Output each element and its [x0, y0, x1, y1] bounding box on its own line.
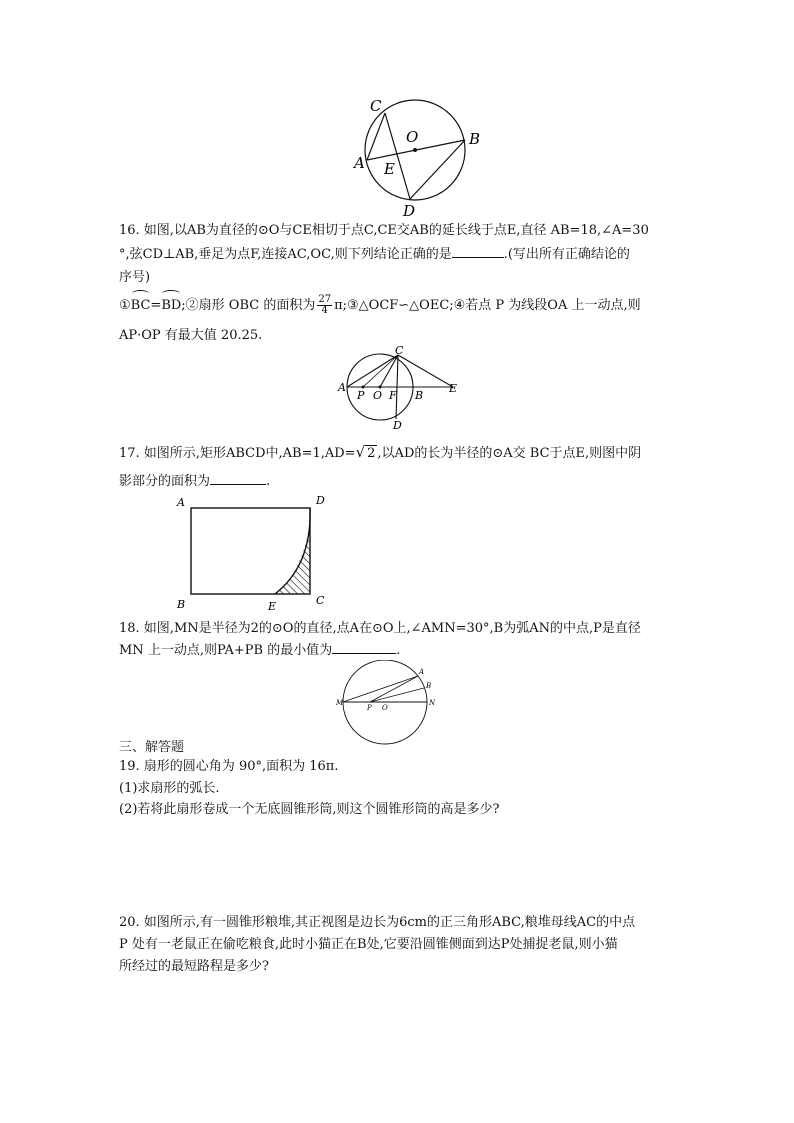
label-D: D: [393, 419, 402, 430]
label-C: C: [316, 594, 325, 607]
label-P: P: [367, 704, 372, 712]
q20-line1: 20. 如图所示,有一圆锥形粮堆,其正视图是边长为6cm的正三角形ABC,粮堆母线AC的中点: [119, 915, 636, 930]
q20-line2: P 处有一老鼠正在偷吃粮食,此时小猫正在B处,它要沿圆锥侧面到达P处捕捉老鼠,则小猫: [119, 937, 618, 952]
q16-options: ①BC=BD;②扇形 OBC 的面积为 $\frac{27}{4}$ π;③△OCF∽△OEC;④若点 P 为线段OA 上一动点,则: [119, 293, 679, 319]
sqrt-2: √ 2: [355, 443, 376, 461]
label-E: E: [384, 160, 395, 178]
label-N: N: [429, 699, 436, 707]
q16-line1: 16. 如图,以AB为直径的⊙O与CE相切于点C,CE交AB的延长线于点E,直径 AB=18,∠A=30: [119, 223, 649, 238]
label-A: A: [338, 381, 346, 394]
figure-16-circle-tangent: [335, 344, 465, 430]
label-O: O: [406, 128, 419, 146]
q18-line1: 18. 如图,MN是半径为2的⊙O的直径,点A在⊙O上,∠AMN=30°,B为弧AN的中点,P是直径: [119, 621, 641, 636]
label-E: E: [449, 382, 458, 395]
label-O: O: [382, 704, 388, 712]
label-A: A: [177, 496, 185, 509]
q16-line2: °,弦CD⊥AB,垂足为点F,连接AC,OC,则下列结论正确的是 .(写出所有正确结论的: [119, 247, 630, 262]
q16-answer-blank[interactable]: [452, 257, 504, 258]
label-B: B: [469, 130, 481, 148]
label-M: M: [336, 699, 344, 707]
label-O: O: [373, 389, 383, 402]
section-3-title: 三、解答题: [119, 740, 185, 755]
q20-line3: 所经过的最短路程是多少?: [119, 959, 269, 974]
arc-bc: BC: [131, 293, 151, 319]
label-D: D: [316, 494, 325, 507]
q18-answer-blank[interactable]: [332, 653, 396, 654]
q17-line1: 17. 如图所示,矩形ABCD中,AB=1,AD=√ 2 ,以AD的长为半径的⊙A交 BC于点E,则图中阴: [119, 440, 679, 466]
arc-bd: BD: [161, 293, 181, 319]
label-E: E: [268, 600, 277, 613]
label-B: B: [177, 598, 186, 611]
figure-17-rectangle: [172, 490, 342, 615]
label-C: C: [395, 344, 404, 357]
label-A: A: [419, 668, 425, 676]
label-B: B: [415, 389, 424, 402]
fraction-27-4: $\frac{27}{4}$: [318, 294, 332, 316]
label-C: C: [370, 97, 382, 115]
label-D: D: [403, 202, 416, 220]
q19-line1: 19. 扇形的圆心角为 90°,面积为 16π.: [119, 759, 339, 774]
label-A: A: [354, 154, 365, 172]
label-B: B: [426, 682, 432, 690]
figure-18-circle-diameter: [334, 660, 440, 746]
q17-line2: 影部分的面积为 .: [119, 474, 271, 489]
q16-line5: AP·OP 有最大值 20.25.: [119, 328, 263, 343]
q19-line2: (1)求扇形的弧长.: [119, 781, 220, 796]
label-F: F: [389, 389, 397, 402]
q19-line3: (2)若将此扇形卷成一个无底圆锥形筒,则这个圆锥形筒的高是多少?: [119, 802, 500, 817]
q16-line3: 序号): [119, 270, 151, 285]
figure-15-circle: [350, 95, 490, 220]
q18-line2: MN 上一动点,则PA+PB 的最小值为 .: [119, 643, 401, 658]
q17-answer-blank[interactable]: [210, 484, 266, 485]
label-P: P: [357, 389, 365, 402]
